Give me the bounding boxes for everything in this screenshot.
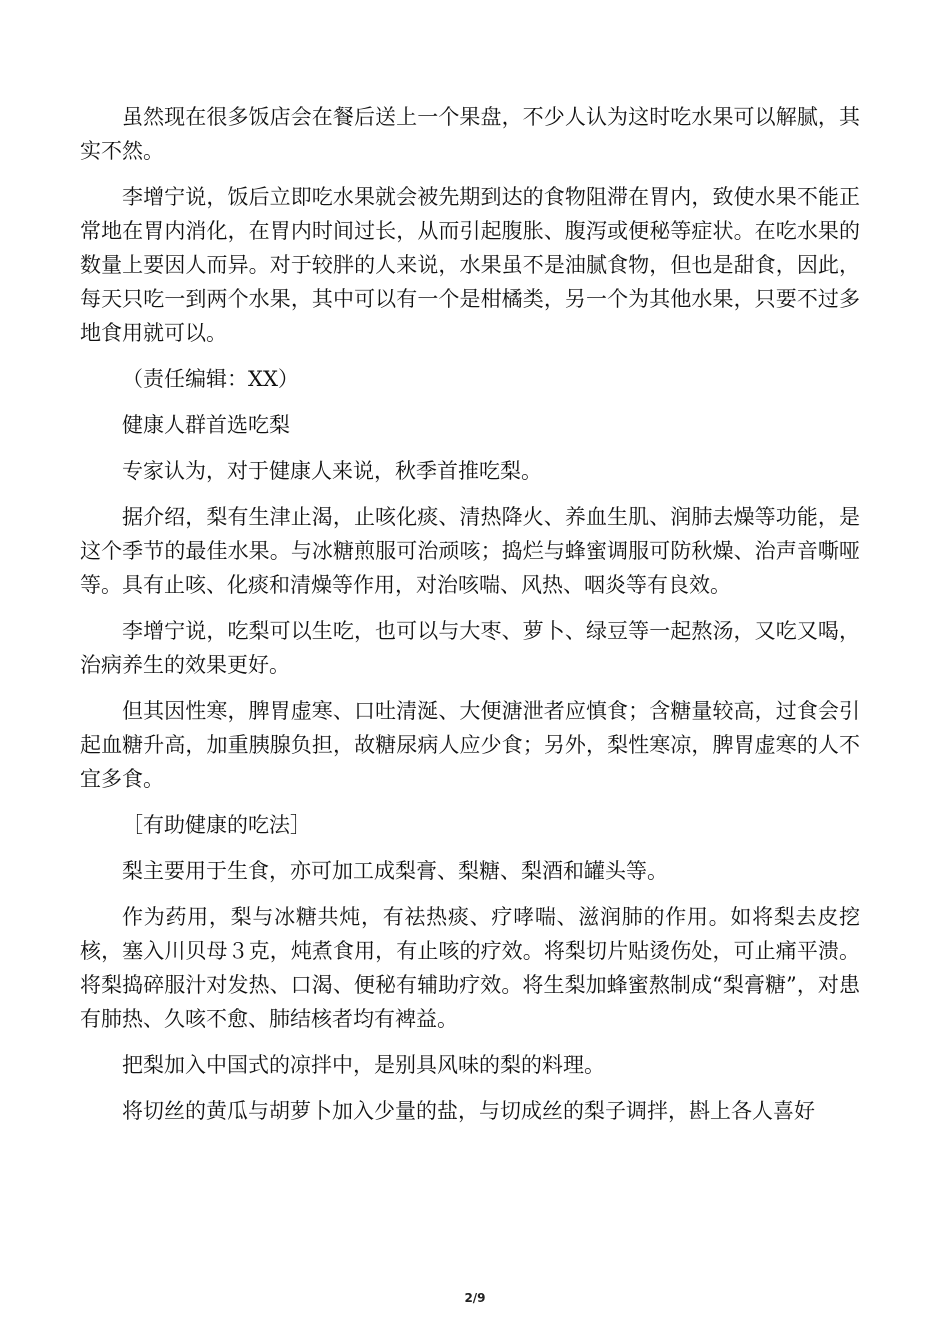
paragraph-medicinal-use: 作为药用，梨与冰糖共炖，有祛热痰、疗哮喘、滋润肺的作用。如将梨去皮挖核，塞入川贝母３克，炖煮食用，有止咳的疗效。将梨切片贴烫伤处，可止痛平溃。将梨捣碎服汁对发热、口渴、便秘有辅助疗效。将生梨加蜂蜜熬制成“梨膏糖”，对患有肺热、久咳不愈、肺结核者均有裨益。 <box>80 905 860 1031</box>
paragraph-recipe: 将切丝的黄瓜与胡萝卜加入少量的盐，与切成丝的梨子调拌，斟上各人喜好 <box>122 1099 815 1123</box>
paragraph-pear-uses: 梨主要用于生食，亦可加工成梨膏、梨糖、梨酒和罐头等。 <box>122 859 668 883</box>
paragraph-pear-benefits: 据介绍，梨有生津止渴，止咳化痰、清热降火、养血生肌、润肺去燥等功能，是这个季节的最佳水果。与冰糖煎服可治顽咳；捣烂与蜂蜜调服可防秋燥、治声音嘶哑等。具有止咳、化痰和清燥等作用，对治咳喘、风热、咽炎等有良效。 <box>80 505 860 597</box>
page-number: 2/9 <box>464 1291 486 1305</box>
editor-credit: （责任编辑：XX） <box>122 367 299 391</box>
section-heading-healthy-eating: ［有助健康的吃法］ <box>122 813 311 837</box>
document-body <box>80 100 860 1140</box>
paragraph-expert-opinion: 专家认为，对于健康人来说，秋季首推吃梨。 <box>122 459 542 483</box>
paragraph-fruit-platter: 虽然现在很多饭店会在餐后送上一个果盘，不少人认为这时吃水果可以解腻，其实不然。 <box>80 105 860 163</box>
paragraph-chinese-salad: 把梨加入中国式的凉拌中，是别具风味的梨的料理。 <box>122 1053 605 1077</box>
paragraph-after-meal-fruit: 李增宁说，饭后立即吃水果就会被先期到达的食物阻滞在胃内，致使水果不能正常地在胃内消化，在胃内时间过长，从而引起腹胀、腹泻或便秘等症状。在吃水果的数量上要因人而异。对于较胖的人来说，水果虽不是油腻食物，但也是甜食，因此，每天只吃一到两个水果，其中可以有一个是柑橘类，另一个为其他水果，只要不过多地食用就可以。 <box>80 185 860 345</box>
paragraph-pear-caution: 但其因性寒，脾胃虚寒、口吐清涎、大便溏泄者应慎食；含糖量较高，过食会引起血糖升高，加重胰腺负担，故糖尿病人应少食；另外，梨性寒凉，脾胃虚寒的人不宜多食。 <box>80 699 860 791</box>
paragraph-pear-preparation: 李增宁说，吃梨可以生吃，也可以与大枣、萝卜、绿豆等一起熬汤，又吃又喝，治病养生的效果更好。 <box>80 619 860 677</box>
section-heading-pear: 健康人群首选吃梨 <box>122 413 290 437</box>
